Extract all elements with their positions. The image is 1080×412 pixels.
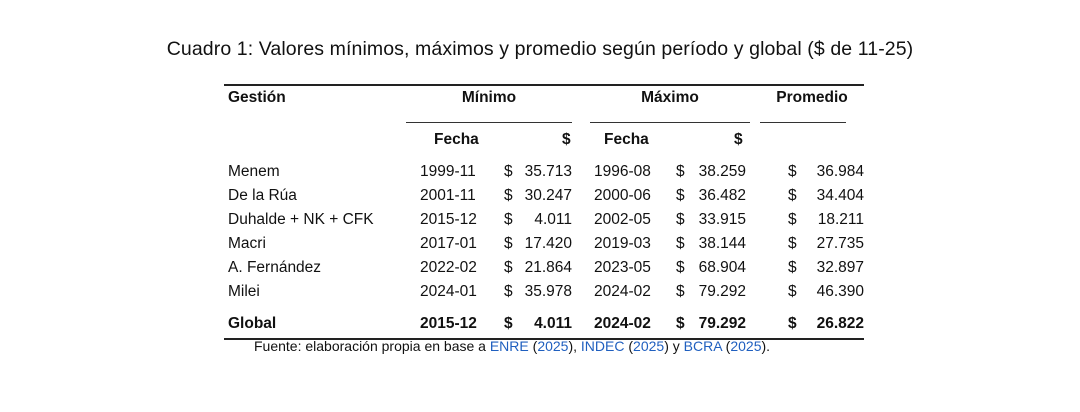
currency-sign: $ xyxy=(676,235,685,252)
cell-value: 36.482 xyxy=(698,187,746,204)
currency-sign: $ xyxy=(788,259,797,276)
currency-sign: $ xyxy=(504,211,513,228)
cell-value: 30.247 xyxy=(524,187,572,204)
currency-sign: $ xyxy=(676,163,685,180)
cell-value: 4.011 xyxy=(534,315,572,332)
cell-value: 38.259 xyxy=(698,163,746,180)
currency-sign: $ xyxy=(788,187,797,204)
cell-min-valor xyxy=(504,162,572,182)
currency-sign: $ xyxy=(676,259,685,276)
currency-sign: $ xyxy=(788,211,797,228)
cell-max-fecha: 2000-06 xyxy=(594,187,651,204)
header-min-fecha: Fecha xyxy=(434,131,479,148)
currency-sign: $ xyxy=(676,315,685,332)
cell-value: 35.713 xyxy=(524,163,572,180)
cell-min-fecha: 2022-02 xyxy=(420,259,477,276)
cell-promedio xyxy=(788,234,864,254)
currency-sign: $ xyxy=(676,283,685,300)
cell-gestion: Duhalde + NK + CFK xyxy=(228,211,374,228)
cell-value: 21.864 xyxy=(524,259,572,276)
cell-max-fecha: 2024-02 xyxy=(594,315,651,332)
currency-sign: $ xyxy=(504,187,513,204)
source-bcra-year-link[interactable]: 2025 xyxy=(730,338,762,354)
source-indec-year-link[interactable]: 2025 xyxy=(633,338,665,354)
cell-min-valor xyxy=(504,234,572,254)
cell-value: 38.144 xyxy=(698,235,746,252)
header-min-dollar: $ xyxy=(562,131,571,148)
source-bcra-link[interactable]: BCRA xyxy=(683,338,722,354)
cell-max-fecha: 2002-05 xyxy=(594,211,651,228)
header-minimo: Mínimo xyxy=(461,89,517,106)
cell-min-fecha: 2015-12 xyxy=(420,211,477,228)
minimo-subrule xyxy=(406,122,572,123)
cell-value: 26.822 xyxy=(816,315,864,332)
cell-min-fecha: 2024-01 xyxy=(420,283,477,300)
cell-value: 46.390 xyxy=(816,283,864,300)
cell-min-valor xyxy=(504,314,572,334)
cell-max-fecha: 2024-02 xyxy=(594,283,651,300)
cell-max-valor xyxy=(676,258,746,278)
cell-max-valor xyxy=(676,282,746,302)
cell-max-valor xyxy=(676,210,746,230)
cell-value: 36.984 xyxy=(816,163,864,180)
currency-sign: $ xyxy=(504,235,513,252)
cell-max-fecha: 2019-03 xyxy=(594,235,651,252)
cell-gestion: Menem xyxy=(228,163,280,180)
cell-value: 35.978 xyxy=(524,283,572,300)
source-prefix: Fuente: elaboración propia en base a xyxy=(254,338,490,354)
maximo-subrule xyxy=(590,122,750,123)
cell-min-valor xyxy=(504,258,572,278)
header-promedio: Promedio xyxy=(776,89,848,106)
cell-min-fecha: 2001-11 xyxy=(420,187,476,204)
currency-sign: $ xyxy=(504,315,513,332)
currency-sign: $ xyxy=(788,163,797,180)
currency-sign: $ xyxy=(788,315,797,332)
header-maximo: Máximo xyxy=(641,89,699,106)
source-indec-link[interactable]: INDEC xyxy=(580,338,625,354)
cell-promedio xyxy=(788,314,864,334)
top-rule xyxy=(224,84,864,86)
currency-sign: $ xyxy=(788,283,797,300)
cell-value: 33.915 xyxy=(698,211,746,228)
cell-max-fecha: 2023-05 xyxy=(594,259,651,276)
source-enre-link[interactable]: ENRE xyxy=(489,338,529,354)
source-enre-year-link[interactable]: 2025 xyxy=(537,338,569,354)
currency-sign: $ xyxy=(504,259,513,276)
header-max-dollar: $ xyxy=(734,131,743,148)
table-caption: Cuadro 1: Valores mínimos, máximos y promedio según período y global ($ de 11-25) xyxy=(166,38,914,60)
promedio-subrule xyxy=(760,122,846,123)
cell-min-valor xyxy=(504,186,572,206)
header-gestion: Gestión xyxy=(228,89,286,106)
cell-max-valor xyxy=(676,186,746,206)
cell-value: 4.011 xyxy=(534,211,572,228)
cell-gestion: Macri xyxy=(228,235,266,252)
cell-min-fecha: 2017-01 xyxy=(420,235,477,252)
cell-promedio xyxy=(788,282,864,302)
cell-gestion: A. Fernández xyxy=(228,259,322,276)
cell-max-fecha: 1996-08 xyxy=(594,163,651,180)
cell-promedio xyxy=(788,162,864,182)
cell-min-fecha: 2015-12 xyxy=(420,315,477,332)
source-note: Fuente: elaboración propia en base a ENRE (2025), INDEC (2025) y BCRA (2025). xyxy=(254,338,771,354)
cell-gestion: Milei xyxy=(228,283,260,300)
cell-gestion: De la Rúa xyxy=(228,187,297,204)
cell-value: 27.735 xyxy=(816,235,864,252)
currency-sign: $ xyxy=(788,235,797,252)
header-max-fecha: Fecha xyxy=(604,131,649,148)
cell-value: 79.292 xyxy=(698,315,746,332)
currency-sign: $ xyxy=(676,211,685,228)
cell-max-valor xyxy=(676,162,746,182)
cell-max-valor xyxy=(676,314,746,334)
currency-sign: $ xyxy=(504,283,513,300)
cell-value: 68.904 xyxy=(698,259,746,276)
cell-gestion: Global xyxy=(228,315,277,332)
cell-promedio xyxy=(788,186,864,206)
cell-max-valor xyxy=(676,234,746,254)
cell-promedio xyxy=(788,258,864,278)
cell-min-fecha: 1999-11 xyxy=(420,163,476,180)
currency-sign: $ xyxy=(504,163,513,180)
cell-value: 17.420 xyxy=(524,235,572,252)
cell-value: 34.404 xyxy=(816,187,864,204)
cell-promedio xyxy=(788,210,864,230)
cell-min-valor xyxy=(504,282,572,302)
cell-value: 32.897 xyxy=(816,259,864,276)
cell-value: 18.211 xyxy=(817,211,864,228)
currency-sign: $ xyxy=(676,187,685,204)
cell-value: 79.292 xyxy=(698,283,746,300)
cell-min-valor xyxy=(504,210,572,230)
